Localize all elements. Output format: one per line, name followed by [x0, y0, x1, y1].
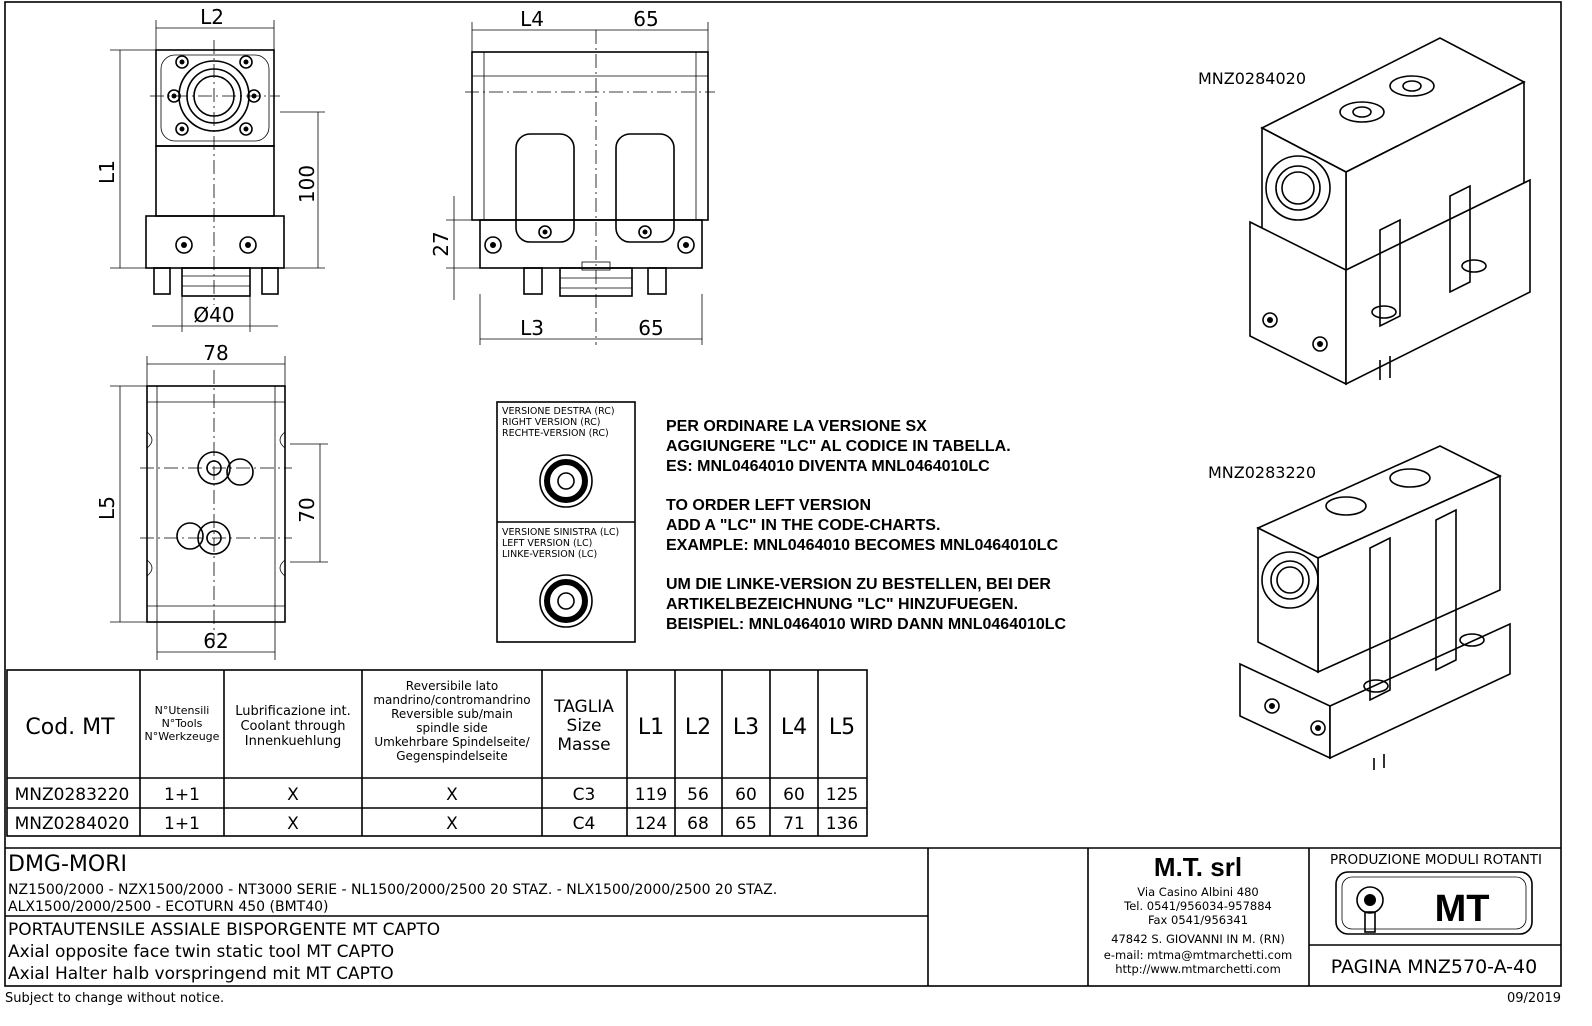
cell-l5: 125: [825, 785, 859, 805]
notice: Subject to change without notice.: [5, 991, 225, 1006]
cell-l3: 65: [735, 814, 757, 834]
top-view: [95, 341, 328, 660]
cell-reversible: X: [446, 814, 458, 834]
front-view: [95, 5, 325, 332]
iso-view-lower: [1208, 446, 1510, 770]
cell-size: C3: [572, 785, 596, 805]
dim-62: 62: [203, 629, 229, 653]
cell-l4: 71: [783, 814, 805, 834]
cell-size: C4: [572, 814, 596, 834]
note-de-1: UM DIE LINKE-VERSION ZU BESTELLEN, BEI DER: [666, 576, 1051, 593]
company-name: M.T. srl: [1153, 852, 1243, 882]
cell-l1: 119: [634, 785, 668, 805]
dim-d40: Ø40: [193, 303, 235, 327]
logo-text: MT: [1434, 888, 1490, 930]
iso-upper-code: MNZ0284020: [1198, 69, 1306, 88]
th-tools-it: N°Utensili: [154, 704, 210, 717]
note-it-3: ES: MNL0464010 DIVENTA MNL0464010LC: [666, 458, 990, 475]
dim-70: 70: [295, 497, 319, 523]
cell-l5: 136: [825, 814, 859, 834]
cell-tools: 1+1: [164, 785, 200, 805]
iso-lower-code: MNZ0283220: [1208, 463, 1316, 482]
mt-logo: [1336, 872, 1532, 934]
note-it-2: AGGIUNGERE "LC" AL CODICE IN TABELLA.: [666, 438, 1011, 455]
th-coolant-en: Coolant through: [240, 719, 346, 734]
th-l4: L4: [780, 715, 808, 740]
page-code: PAGINA MNZ570-A-40: [1330, 956, 1538, 978]
th-l3: L3: [732, 715, 760, 740]
dim-l2: L2: [200, 5, 224, 29]
ordering-notes: [666, 418, 1067, 633]
dim-27: 27: [429, 231, 453, 257]
desc-de: Axial Halter halb vorspringend mit MT CAPTO: [8, 964, 394, 984]
cell-code: MNZ0284020: [14, 814, 130, 834]
table-row: [15, 814, 859, 834]
th-l2: L2: [684, 715, 712, 740]
version-left-it: VERSIONE SINISTRA (LC): [502, 527, 620, 538]
th-rev-5: Umkehrbare Spindelseite/: [374, 735, 530, 749]
th-rev-2: mandrino/contromandrino: [373, 693, 531, 707]
dim-65-bottom: 65: [638, 316, 664, 340]
dim-100: 100: [295, 164, 319, 204]
desc-en: Axial opposite face twin static tool MT CAPTO: [8, 942, 395, 962]
note-it-1: PER ORDINARE LA VERSIONE SX: [666, 418, 927, 435]
machine-brand: DMG-MORI: [8, 852, 127, 877]
cell-coolant: X: [287, 814, 299, 834]
dim-l3: L3: [520, 316, 544, 340]
title-block: [5, 848, 1561, 986]
machine-models-2: ALX1500/2000/2500 - ECOTURN 450 (BMT40): [8, 899, 329, 915]
dim-78: 78: [203, 341, 229, 365]
note-de-3: BEISPIEL: MNL0464010 WIRD DANN MNL0464010LC: [666, 616, 1067, 633]
table-row: [15, 785, 859, 805]
website: http://www.mtmarchetti.com: [1115, 962, 1281, 976]
cell-code: MNZ0283220: [14, 785, 130, 805]
side-view: [429, 7, 715, 345]
department: PRODUZIONE MODULI ROTANTI: [1329, 852, 1543, 868]
cell-l2: 68: [687, 814, 709, 834]
email: e-mail: mtma@mtmarchetti.com: [1103, 948, 1293, 962]
th-code: Cod. MT: [25, 715, 115, 740]
th-l1: L1: [637, 715, 665, 740]
version-left-de: LINKE-VERSION (LC): [502, 549, 598, 560]
machine-models-1: NZ1500/2000 - NZX1500/2000 - NT3000 SERIE - NL1500/2000/2500 20 STAZ. - NLX1500/2000/2500 20 STAZ.: [8, 882, 778, 898]
note-de-2: ARTIKELBEZEICHNUNG "LC" HINZUFUEGEN.: [666, 596, 1019, 613]
th-rev-1: Reversibile lato: [405, 679, 499, 693]
th-rev-6: Gegenspindelseite: [396, 749, 508, 763]
th-coolant-it: Lubrificazione int.: [235, 704, 351, 719]
note-en-1: TO ORDER LEFT VERSION: [666, 497, 872, 514]
th-size-it: TAGLIA: [554, 697, 614, 717]
cell-l4: 60: [783, 785, 805, 805]
cell-reversible: X: [446, 785, 458, 805]
version-left-en: LEFT VERSION (LC): [502, 538, 593, 549]
dim-l4: L4: [520, 7, 544, 31]
spec-table: [7, 670, 867, 836]
cell-l3: 60: [735, 785, 757, 805]
address-4: 47842 S. GIOVANNI IN M. (RN): [1111, 932, 1285, 946]
note-en-2: ADD A "LC" IN THE CODE-CHARTS.: [666, 517, 941, 534]
desc-it: PORTAUTENSILE ASSIALE BISPORGENTE MT CAPTO: [8, 920, 441, 940]
cell-coolant: X: [287, 785, 299, 805]
cell-tools: 1+1: [164, 814, 200, 834]
dim-l5: L5: [95, 496, 119, 520]
address-2: Tel. 0541/956034-957884: [1124, 899, 1272, 913]
version-right-it: VERSIONE DESTRA (RC): [502, 406, 615, 417]
address-1: Via Casino Albini 480: [1137, 885, 1259, 899]
cell-l2: 56: [687, 785, 709, 805]
version-box: [497, 402, 635, 642]
version-right-en: RIGHT VERSION (RC): [502, 417, 601, 428]
th-l5: L5: [828, 715, 856, 740]
iso-view-upper: [1198, 38, 1530, 384]
dim-65-top: 65: [633, 7, 659, 31]
note-en-3: EXAMPLE: MNL0464010 BECOMES MNL0464010LC: [666, 537, 1059, 554]
th-size-de: Masse: [557, 735, 611, 755]
th-coolant-de: Innenkuehlung: [244, 734, 342, 749]
th-tools-de: N°Werkzeuge: [144, 730, 220, 743]
cell-l1: 124: [634, 814, 668, 834]
th-tools-en: N°Tools: [161, 717, 203, 730]
th-size-en: Size: [566, 716, 602, 736]
version-right-de: RECHTE-VERSION (RC): [502, 428, 609, 439]
th-rev-4: spindle side: [416, 721, 488, 735]
dim-l1: L1: [95, 160, 119, 184]
th-rev-3: Reversible sub/main: [391, 707, 513, 721]
address-3: Fax 0541/956341: [1147, 913, 1249, 927]
date: 09/2019: [1506, 991, 1561, 1006]
